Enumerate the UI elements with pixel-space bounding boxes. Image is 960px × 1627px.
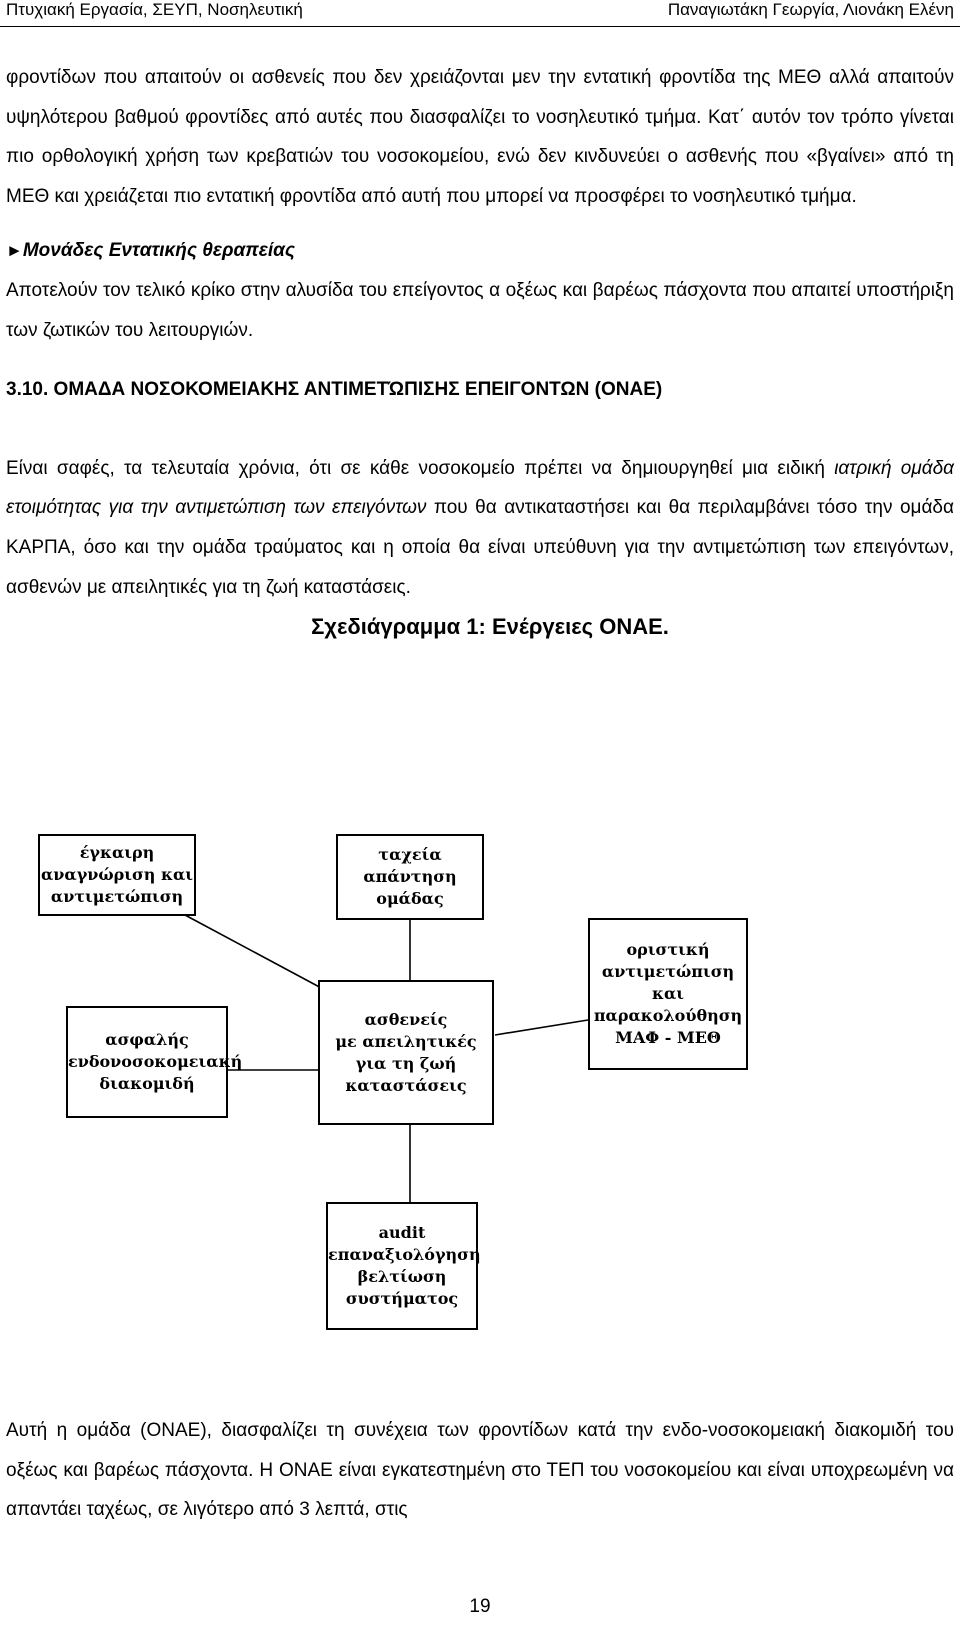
box-safe-transport: ασφαλής ενδονοσοκομειακή διακομιδή [66, 1006, 228, 1118]
closing-section [6, 1411, 954, 1530]
box-team-response: ταχεία απάντηση ομάδας [336, 834, 484, 920]
triangle-marker-icon: ► [6, 241, 23, 261]
diagram-caption: Σχεδιάγραμμα 1: Ενέργειες ΟΝΑΕ. [311, 614, 669, 640]
section-title: 3.10. ΟΜΑΔΑ ΝΟΣΟΚΟΜΕΙΑΚΗΣ ΑΝΤΙΜΕΤΏΠΙΣΗΣ ΕΠΕΙΓΟΝΤΩΝ (ΟΝΑΕ) [6, 379, 663, 401]
icu-heading [6, 231, 954, 271]
paragraph-after-diagram: Αυτή η ομάδα (ΟΝΑΕ), διασφαλίζει τη συνέχεια των φροντίδων κατά την ενδο-νοσοκομειακή διακομιδή του οξέως και βαρέως πάσχοντα. Η ΟΝΑΕ είναι εγκατεστημένη στο ΤΕΠ του νοσοκομείου και είναι υποχρεωμένη να απαντάει ταχέως, σε λιγότερο από 3 λεπτά, στις [6, 1420, 954, 1521]
box-patients: ασθενείς με απειλητικές για τη ζωή καταστάσεις [318, 980, 494, 1125]
paragraph-intro: φροντίδων που απαιτούν οι ασθενείς που δεν χρειάζονται μεν την εντατική φροντίδα της ΜΕΘ αλλά απαιτούν υψηλότερου βαθμού φροντίδες από αυτές που διασφαλίζει το νοσηλευτικό τμήμα. Κατ΄ αυτόν τον τρόπο γίνεται πιο ορθολογική χρήση των κρεβατιών του νοσοκομείου, ενώ δεν κινδυνεύει ο ασθενής που «βγαίνει» από τη ΜΕΘ και χρειάζεται πιο εντατική φροντίδα από αυτή που μπορεί να προσφέρει το νοσηλευτικό τμήμα. [6, 67, 954, 207]
page-header [0, 0, 960, 27]
section-paragraph [6, 449, 954, 607]
header-left: Πτυχιακή Εργασία, ΣΕΥΠ, Νοσηλευτική [6, 0, 303, 19]
page-body [6, 58, 954, 647]
section-paragraph-start: Είναι σαφές, τα τελευταία χρόνια, ότι σε κάθε νοσοκομείο πρέπει να δημιουργηθεί μια ειδική [6, 457, 835, 479]
icu-heading-text: Μονάδες Εντατικής θεραπείας [22, 240, 296, 262]
onae-diagram [0, 820, 960, 1380]
box-definitive-care: οριστική αντιμετώπιση και παρακολούθηση ΜΑΦ - ΜΕΘ [588, 918, 748, 1070]
page-number: 19 [469, 1596, 491, 1617]
connector-early-patients [185, 915, 325, 990]
section-paragraph-end: που θα αντικαταστήσει και θα περιλαμβάνει τόσο την ομάδα ΚΑΡΠΑ, όσο και την ομάδα τραύματος και η οποία θα είναι υπεύθυνη για την αντιμετώπιση των επειγόντων, ασθενών με απειλητικές για τη ζωή καταστάσεις. [6, 497, 954, 598]
connector-patients-definitive [495, 1020, 588, 1035]
section-paragraph-emphasis: ιατρική ομάδα ετοιμότητας για την αντιμετώπιση των επειγόντων [6, 457, 954, 519]
box-early-recognition: έγκαιρη αναγνώριση και αντιμετώπιση [38, 834, 196, 916]
box-audit: audit επαναξιολόγηση βελτίωση συστήματος [326, 1202, 478, 1330]
icu-paragraph: Αποτελούν τον τελικό κρίκο στην αλυσίδα του επείγοντος α οξέως και βαρέως πάσχοντα που απαιτεί υποστήριξη των ζωτικών του λειτουργιών. [6, 279, 954, 341]
header-right: Παναγιωτάκη Γεωργία, Λιονάκη Ελένη [667, 0, 954, 19]
